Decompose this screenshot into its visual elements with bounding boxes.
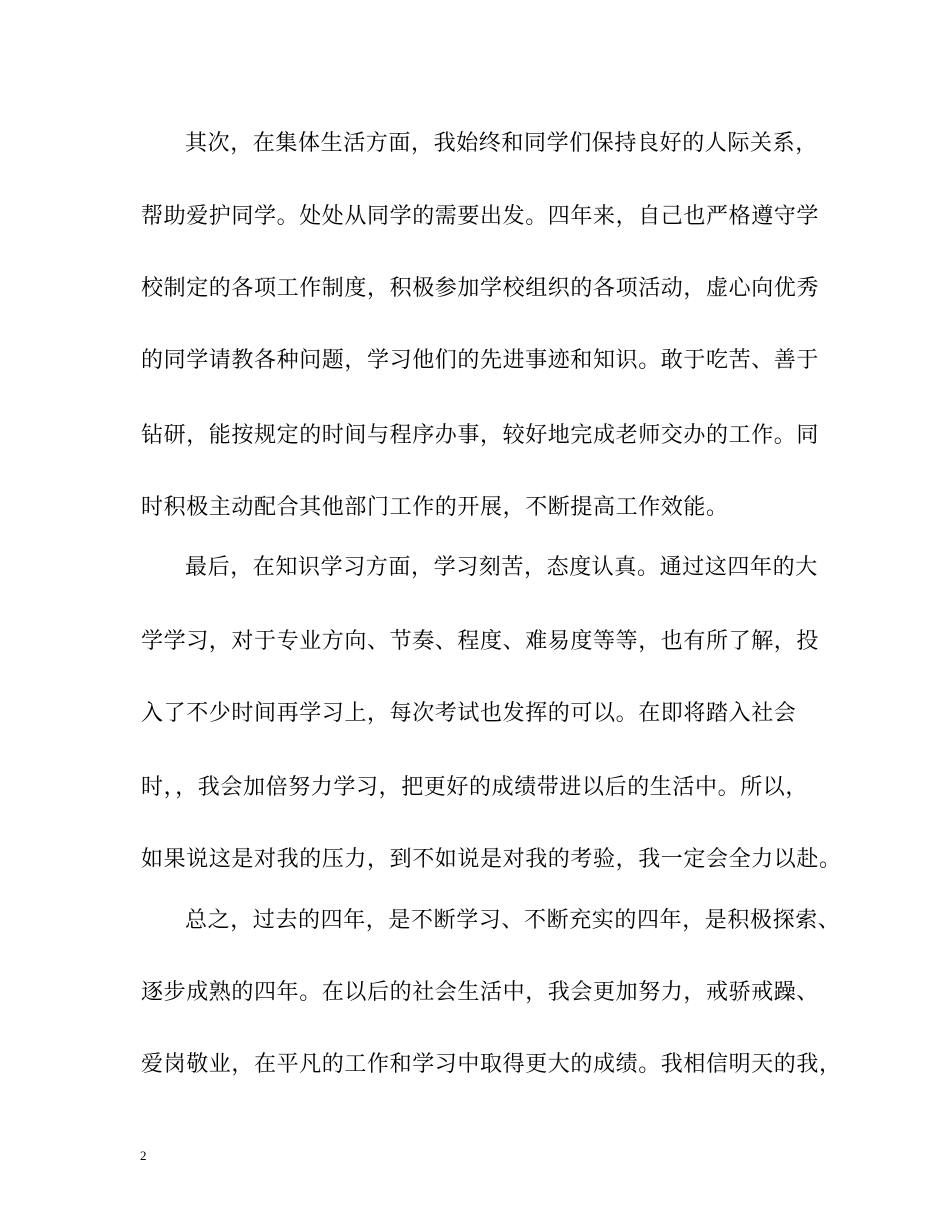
paragraph-line: 总之，过去的四年，是不断学习、不断充实的四年，是积极探索、 [185, 908, 841, 933]
paragraph-line: 爱岗敬业，在平凡的工作和学习中取得更大的成绩。我相信明天的我， [141, 1052, 842, 1077]
paragraph-line: 校制定的各项工作制度，积极参加学校组织的各项活动，虚心向优秀 [141, 276, 820, 301]
page-number: 2 [140, 1148, 147, 1163]
paragraph-line: 入了不少时间再学习上，每次考试也发挥的可以。在即将踏入社会 [141, 701, 797, 726]
paragraph-line: 学学习，对于专业方向、节奏、程度、难易度等等，也有所了解，投 [141, 629, 820, 654]
paragraph-line: 如果说这是对我的压力，到不如说是对我的考验，我一定会全力以赴。 [141, 847, 842, 872]
paragraph-line: 的同学请教各种问题，学习他们的先进事迹和知识。敢于吃苦、善于 [141, 348, 820, 373]
paragraph-line: 其次，在集体生活方面，我始终和同学们保持良好的人际关系， [185, 131, 818, 156]
paragraph-line: 时，，我会加倍努力学习，把更好的成绩带进以后的生活中。所以， [141, 775, 809, 800]
paragraph-line: 帮助爱护同学。处处从同学的需要出发。四年来，自己也严格遵守学 [141, 204, 820, 229]
paragraph-line: 逐步成熟的四年。在以后的社会生活中，我会更加努力，戒骄戒躁、 [141, 980, 820, 1005]
paragraph-line: 钻研，能按规定的时间与程序办事，较好地完成老师交办的工作。同 [141, 423, 820, 448]
paragraph-line: 时积极主动配合其他部门工作的开展，不断提高工作效能。 [141, 495, 729, 520]
paragraph-line: 最后，在知识学习方面，学习刻苦，态度认真。通过这四年的大 [185, 555, 818, 580]
